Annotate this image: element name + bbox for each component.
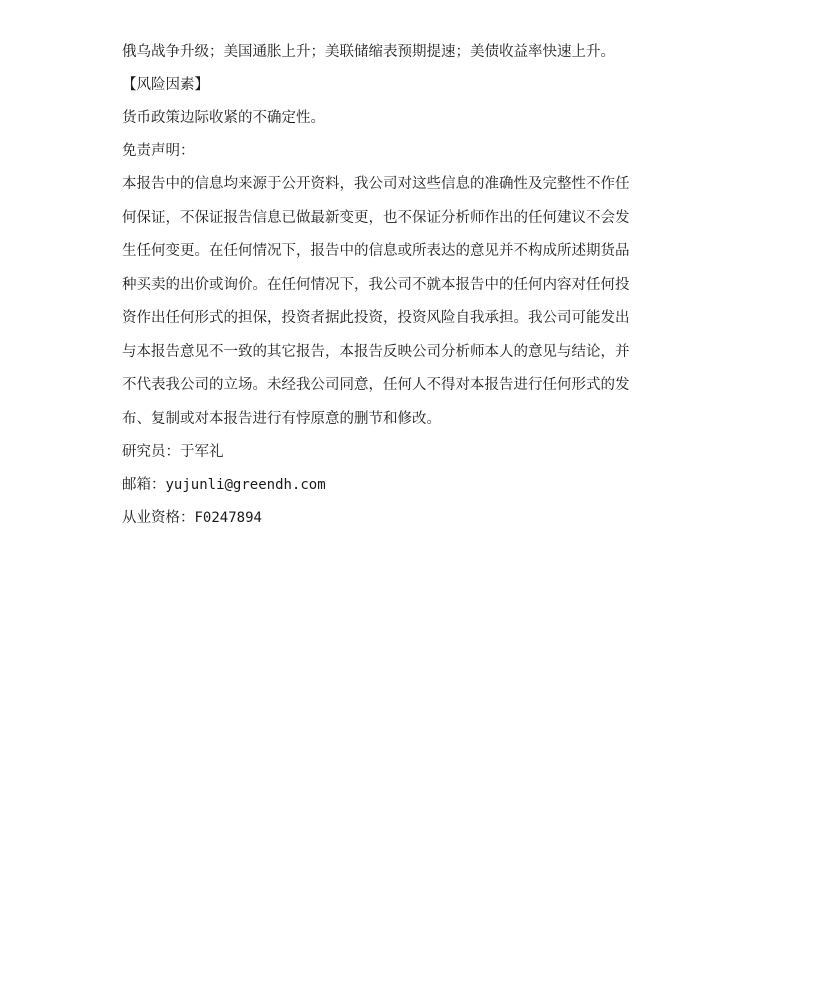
disclaimer-line: 本报告中的信息均来源于公开资料，我公司对这些信息的准确性及完整性不作任	[122, 176, 630, 192]
disclaimer-heading: 免责声明：	[122, 143, 195, 159]
researcher-label: 研究员：	[122, 444, 180, 460]
researcher-name: 于军礼	[180, 444, 224, 460]
license-line	[122, 502, 708, 535]
email-value: yujunli@greendh.com	[165, 477, 326, 493]
risk-text: 货币政策边际收紧的不确定性。	[122, 110, 325, 126]
disclaimer-line: 生任何变更。在任何情况下，报告中的信息或所表达的意见并不构成所述期货品	[122, 243, 630, 259]
disclaimer-paragraph	[122, 168, 708, 436]
email-label: 邮箱：	[122, 477, 166, 493]
disclaimer-line: 不代表我公司的立场。未经我公司同意，任何人不得对本报告进行任何形式的发	[122, 377, 630, 393]
disclaimer-line: 布、复制或对本报告进行有悖原意的删节和修改。	[122, 410, 441, 427]
researcher-line	[122, 436, 708, 469]
disclaimer-line: 与本报告意见不一致的其它报告，本报告反映公司分析师本人的意见与结论，并	[122, 343, 630, 360]
document-page	[122, 36, 708, 535]
disclaimer-line: 种买卖的出价或询价。在任何情况下，我公司不就本报告中的任何内容对任何投	[122, 276, 630, 293]
license-value: F0247894	[194, 510, 262, 526]
disclaimer-line: 何保证，不保证报告信息已做最新变更，也不保证分析师作出的任何建议不会发	[122, 209, 630, 226]
email-line	[122, 469, 708, 502]
risk-heading: 【风险因素】	[122, 77, 209, 93]
disclaimer-line: 资作出任何形式的担保，投资者据此投资，投资风险自我承担。我公司可能发出	[122, 310, 630, 326]
license-label: 从业资格：	[122, 510, 195, 526]
lead-line: 俄乌战争升级；美国通胀上升；美联储缩表预期提速；美债收益率快速上升。	[122, 44, 615, 60]
